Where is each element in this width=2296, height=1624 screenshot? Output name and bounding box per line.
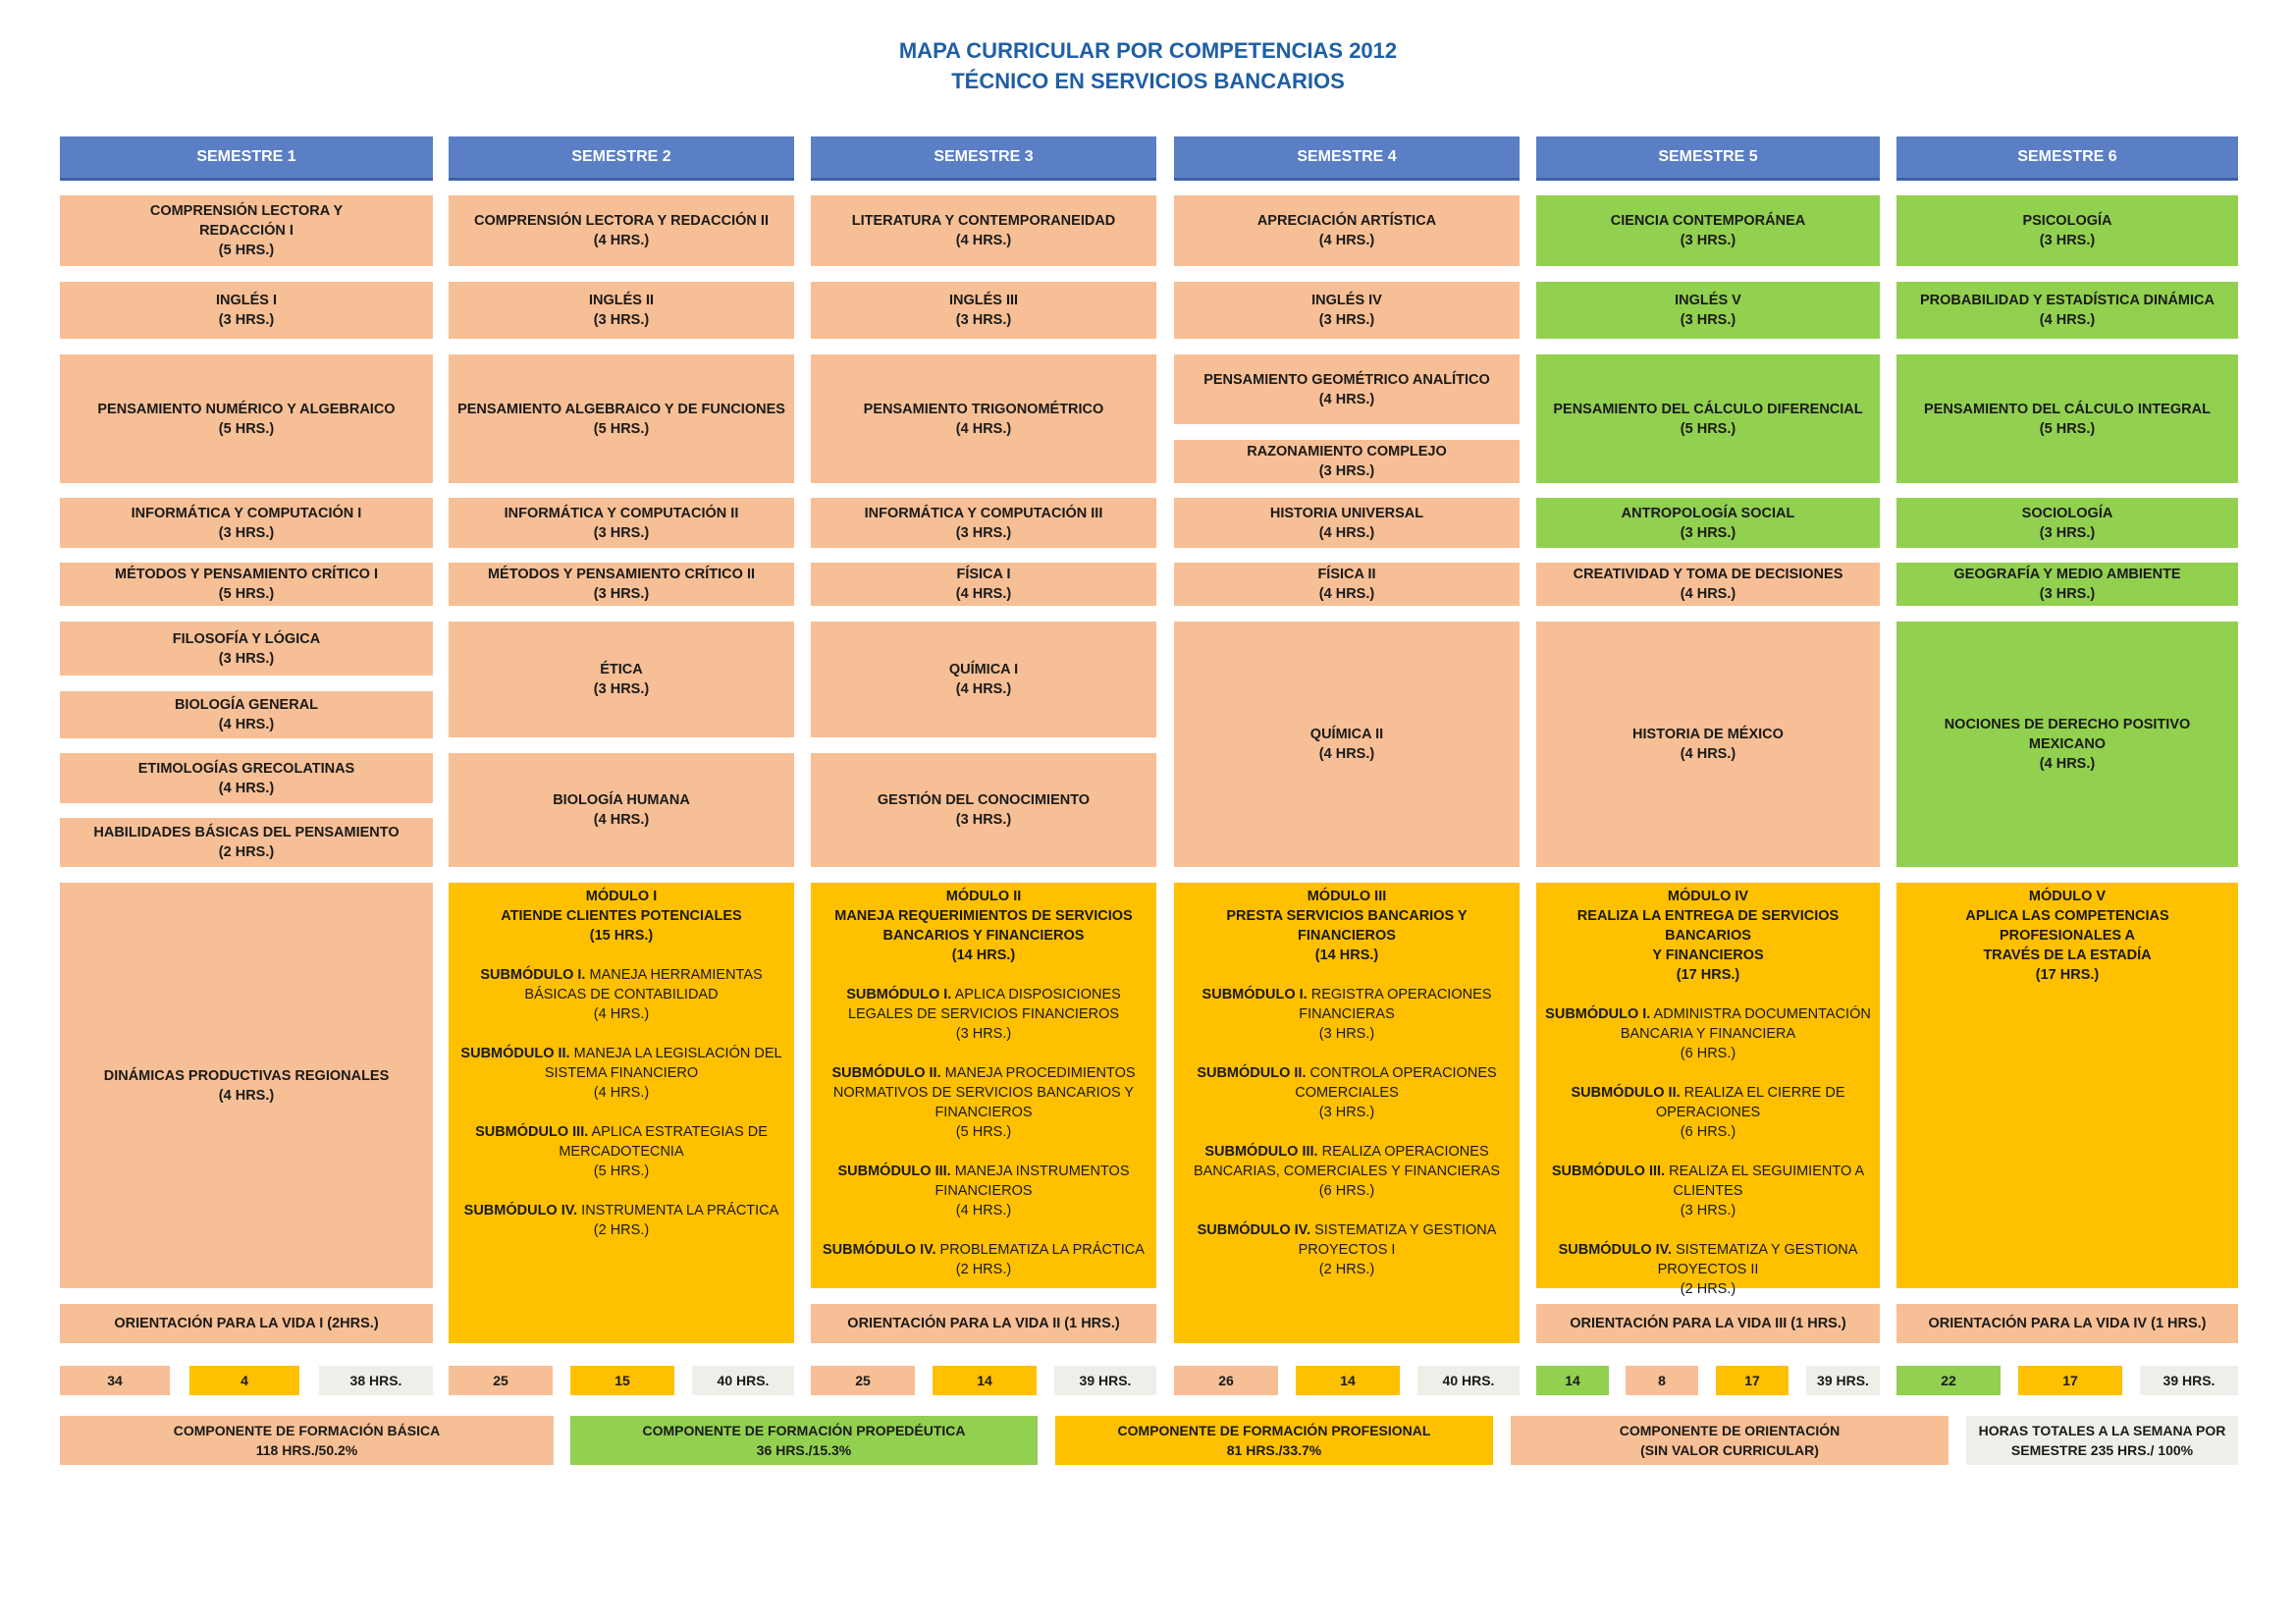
- module-title: MÓDULO IV: [1667, 889, 1749, 904]
- subject-hours: (4 HRS.): [1318, 524, 1375, 541]
- subject-hours: (4 HRS.): [218, 717, 275, 732]
- module-name: REALIZA LA ENTREGA DE SERVICIOS BANCARIOS Y FINANCIEROS: [1576, 908, 1840, 963]
- total-hours-cell: 39 HRS.: [2140, 1366, 2238, 1395]
- subject-hours: (3 HRS.): [2039, 586, 2096, 602]
- submodule: [1182, 1063, 1512, 1122]
- submodule-text: REALIZA OPERACIONES BANCARIAS, COMERCIALES Y FINANCIERAS: [1193, 1144, 1501, 1179]
- subject-hours: (3 HRS.): [2039, 233, 2096, 248]
- hours-count-cell: 22: [1896, 1366, 2001, 1395]
- subject-box: [1174, 440, 1520, 483]
- module-name: ATIENDE CLIENTES POTENCIALES: [501, 908, 742, 924]
- submodule-text: MANEJA LA LEGISLACIÓN DEL SISTEMA FINANCIERO: [544, 1046, 782, 1081]
- subject-hours: (3 HRS.): [593, 312, 650, 328]
- component-value: (SIN VALOR CURRICULAR): [1640, 1442, 1819, 1458]
- component-name: COMPONENTE DE FORMACIÓN PROPEDÉUTICA: [642, 1423, 966, 1438]
- subject-name: RAZONAMIENTO COMPLEJO: [1247, 444, 1447, 460]
- submodule-text: APLICA ESTRATEGIAS DE MERCADOTECNIA: [559, 1124, 768, 1160]
- subject-name: QUÍMICA I: [948, 662, 1019, 677]
- subject-name: ORIENTACIÓN PARA LA VIDA III (1 HRS.): [1570, 1316, 1846, 1331]
- subject-name: COMPRENSIÓN LECTORA Y REDACCIÓN II: [474, 213, 769, 229]
- submodule: [823, 1240, 1145, 1279]
- subject-box: [1896, 563, 2238, 606]
- subject-name: INFORMÁTICA Y COMPUTACIÓN II: [504, 505, 739, 521]
- subject-name: PENSAMIENTO NUMÉRICO Y ALGEBRAICO: [97, 401, 396, 417]
- subject-box: [1536, 354, 1880, 483]
- component-legend-box: [570, 1416, 1038, 1465]
- subject-box: [60, 883, 433, 1288]
- subject-name: INGLÉS V: [1675, 293, 1741, 308]
- module-hours: (15 HRS.): [589, 928, 654, 944]
- submodule-key: SUBMÓDULO IV.: [1197, 1222, 1311, 1238]
- subject-hours: (4 HRS.): [955, 420, 1012, 437]
- title-line-2: TÉCNICO EN SERVICIOS BANCARIOS: [951, 69, 1345, 93]
- module-box: [1174, 883, 1520, 1343]
- subject-box: [449, 195, 794, 266]
- submodule: [1182, 985, 1512, 1044]
- component-legend-box: [1055, 1416, 1493, 1465]
- submodule-key: SUBMÓDULO II.: [831, 1065, 941, 1081]
- module-title: MÓDULO II: [945, 889, 1022, 904]
- subject-hours: (3 HRS.): [593, 586, 650, 602]
- subject-hours: (4 HRS.): [593, 233, 650, 248]
- subject-name: ÉTICA: [600, 662, 643, 677]
- hours-count-cell: 34: [60, 1366, 170, 1395]
- semester-header: SEMESTRE 4: [1174, 136, 1520, 181]
- subject-box: [1896, 498, 2238, 548]
- submodule-hours: (2 HRS.): [955, 1262, 1012, 1277]
- submodule-text: APLICA DISPOSICIONES LEGALES DE SERVICIOS FINANCIEROS: [847, 987, 1121, 1022]
- subject-hours: (3 HRS.): [218, 650, 275, 667]
- subject-name: NOCIONES DE DERECHO POSITIVO MEXICANO: [1944, 717, 2191, 752]
- subject-hours: (4 HRS.): [218, 1087, 275, 1104]
- subject-hours: (3 HRS.): [1318, 463, 1375, 479]
- component-legend-box: [1966, 1416, 2238, 1465]
- component-name: COMPONENTE DE FORMACIÓN BÁSICA: [173, 1423, 441, 1438]
- submodule-hours: (5 HRS.): [955, 1124, 1012, 1140]
- subject-box: [60, 195, 433, 266]
- submodule-text: PROBLEMATIZA LA PRÁCTICA: [939, 1242, 1145, 1258]
- total-hours-cell: 40 HRS.: [1417, 1366, 1520, 1395]
- title-line-1: MAPA CURRICULAR POR COMPETENCIAS 2012: [898, 38, 1398, 63]
- hours-count-cell: 15: [570, 1366, 674, 1395]
- subject-name: INGLÉS IV: [1311, 293, 1382, 308]
- component-name: HORAS TOTALES A LA SEMANA POR: [1978, 1423, 2226, 1438]
- subject-box: [1536, 563, 1880, 606]
- subject-hours: (5 HRS.): [218, 243, 275, 258]
- orientation-box: [1536, 1304, 1880, 1343]
- subject-name: PSICOLOGÍA: [2022, 213, 2112, 229]
- hours-count-cell: 17: [2018, 1366, 2122, 1395]
- orientation-box: [60, 1304, 433, 1343]
- subject-box: [1536, 622, 1880, 867]
- hours-count-cell: 25: [811, 1366, 915, 1395]
- subject-box: [60, 498, 433, 548]
- subject-box: [60, 563, 433, 606]
- subject-box: [60, 818, 433, 867]
- hours-count-cell: 14: [1536, 1366, 1609, 1395]
- hours-count-cell: 14: [933, 1366, 1037, 1395]
- subject-box: [1174, 563, 1520, 606]
- submodule-key: SUBMÓDULO III.: [1204, 1144, 1318, 1160]
- submodule: [819, 1063, 1148, 1142]
- subject-box: [1174, 195, 1520, 266]
- subject-name: FILOSOFÍA Y LÓGICA: [172, 630, 321, 647]
- subject-box: [811, 354, 1156, 483]
- module-title: MÓDULO V: [2028, 889, 2107, 904]
- subject-hours: (3 HRS.): [955, 312, 1012, 328]
- subject-hours: (3 HRS.): [593, 681, 650, 697]
- subject-box: [1896, 195, 2238, 266]
- module-title: MÓDULO III: [1307, 889, 1387, 904]
- submodule: [1182, 1220, 1512, 1279]
- submodule-key: SUBMÓDULO I.: [480, 967, 586, 983]
- semester-header: SEMESTRE 3: [811, 136, 1156, 181]
- submodule: [456, 1122, 786, 1181]
- subject-name: APRECIACIÓN ARTÍSTICA: [1256, 213, 1437, 229]
- subject-box: [60, 753, 433, 803]
- submodule: [464, 1201, 779, 1240]
- module-name: APLICA LAS COMPETENCIAS PROFESIONALES A TRAVÉS DE LA ESTADÍA: [1965, 908, 2169, 963]
- subject-name: GEOGRAFÍA Y MEDIO AMBIENTE: [1953, 567, 2181, 582]
- subject-box: [449, 563, 794, 606]
- subject-hours: (3 HRS.): [955, 524, 1012, 541]
- submodule-text: ADMINISTRA DOCUMENTACIÓN BANCARIA Y FINANCIERA: [1620, 1006, 1871, 1042]
- subject-hours: (4 HRS.): [955, 681, 1012, 697]
- submodule: [1544, 1240, 1872, 1299]
- module-hours: (17 HRS.): [1676, 967, 1740, 983]
- hours-count-cell: 14: [1296, 1366, 1400, 1395]
- submodule-text: CONTROLA OPERACIONES COMERCIALES: [1295, 1065, 1497, 1101]
- subject-name: PENSAMIENTO DEL CÁLCULO DIFERENCIAL: [1553, 401, 1863, 417]
- subject-box: [1174, 282, 1520, 339]
- submodule-hours: (2 HRS.): [1318, 1262, 1375, 1277]
- subject-box: [60, 622, 433, 676]
- subject-box: [1174, 622, 1520, 867]
- subject-name: ORIENTACIÓN PARA LA VIDA I (2HRS.): [114, 1316, 379, 1331]
- subject-name: INGLÉS I: [215, 293, 278, 308]
- semester-header: SEMESTRE 2: [449, 136, 794, 181]
- subject-hours: (4 HRS.): [1318, 746, 1375, 762]
- orientation-box: [811, 1304, 1156, 1343]
- submodule: [819, 1162, 1148, 1220]
- subject-box: [60, 282, 433, 339]
- subject-name: FÍSICA II: [1317, 567, 1376, 582]
- submodule-hours: (3 HRS.): [955, 1026, 1012, 1042]
- submodule-text: REALIZA EL SEGUIMIENTO A CLIENTES: [1669, 1164, 1865, 1199]
- subject-name: PENSAMIENTO DEL CÁLCULO INTEGRAL: [1924, 401, 2211, 417]
- submodule: [456, 1044, 786, 1103]
- module-box: [811, 883, 1156, 1288]
- module-name: MANEJA REQUERIMIENTOS DE SERVICIOS BANCARIOS Y FINANCIEROS: [834, 908, 1133, 944]
- submodule-key: SUBMÓDULO III.: [837, 1164, 951, 1179]
- submodule-key: SUBMÓDULO III.: [1551, 1164, 1666, 1179]
- hours-count-cell: 25: [449, 1366, 553, 1395]
- subject-name: FÍSICA I: [956, 567, 1011, 582]
- subject-name: INFORMÁTICA Y COMPUTACIÓN I: [131, 505, 362, 521]
- submodule-text: MANEJA HERRAMIENTAS BÁSICAS DE CONTABILIDAD: [524, 967, 763, 1002]
- semester-header: SEMESTRE 6: [1896, 136, 2238, 181]
- subject-name: LITERATURA Y CONTEMPORANEIDAD: [851, 213, 1116, 229]
- submodule-text: REGISTRA OPERACIONES FINANCIERAS: [1299, 987, 1492, 1022]
- submodule-hours: (6 HRS.): [1680, 1124, 1736, 1140]
- subject-hours: (4 HRS.): [1680, 586, 1736, 602]
- subject-name: INGLÉS III: [948, 293, 1019, 308]
- subject-hours: (4 HRS.): [2039, 756, 2096, 772]
- total-hours-cell: 38 HRS.: [319, 1366, 433, 1395]
- subject-name: ETIMOLOGÍAS GRECOLATINAS: [137, 760, 355, 777]
- orientation-box: [1896, 1304, 2238, 1343]
- submodule: [1544, 1004, 1872, 1063]
- subject-box: [449, 498, 794, 548]
- subject-box: [449, 282, 794, 339]
- subject-box: [1896, 354, 2238, 483]
- submodule-key: SUBMÓDULO IV.: [823, 1242, 936, 1258]
- document-title: [0, 35, 2296, 96]
- subject-box: [1174, 354, 1520, 424]
- submodule-hours: (2 HRS.): [593, 1222, 650, 1238]
- module-hours: (14 HRS.): [1314, 947, 1379, 963]
- submodule-hours: (3 HRS.): [1318, 1026, 1375, 1042]
- module-box: [1896, 883, 2238, 1288]
- submodule-text: INSTRUMENTA LA PRÁCTICA: [581, 1203, 779, 1218]
- submodule-key: SUBMÓDULO IV.: [1558, 1242, 1673, 1258]
- submodule-hours: (2 HRS.): [1680, 1281, 1736, 1297]
- subject-name: HISTORIA UNIVERSAL: [1269, 505, 1424, 521]
- subject-name: HABILIDADES BÁSICAS DEL PENSAMIENTO: [93, 825, 400, 840]
- subject-hours: (4 HRS.): [1318, 233, 1375, 248]
- subject-box: [811, 282, 1156, 339]
- subject-box: [1536, 195, 1880, 266]
- submodule-text: REALIZA EL CIERRE DE OPERACIONES: [1655, 1085, 1845, 1120]
- submodule: [1544, 1162, 1872, 1220]
- module-box: [449, 883, 794, 1343]
- subject-name: BIOLOGÍA GENERAL: [174, 697, 319, 713]
- submodule-hours: (3 HRS.): [1318, 1105, 1375, 1120]
- subject-hours: (3 HRS.): [593, 524, 650, 541]
- submodule-text: MANEJA INSTRUMENTOS FINANCIEROS: [934, 1164, 1130, 1199]
- module-title: MÓDULO I: [585, 889, 658, 904]
- hours-count-cell: 4: [189, 1366, 299, 1395]
- subject-name: PROBABILIDAD Y ESTADÍSTICA DINÁMICA: [1920, 293, 2215, 308]
- submodule-text: SISTEMATIZA Y GESTIONA PROYECTOS II: [1657, 1242, 1858, 1277]
- subject-box: [60, 354, 433, 483]
- semester-header: SEMESTRE 1: [60, 136, 433, 181]
- subject-name: QUÍMICA II: [1309, 727, 1384, 742]
- subject-name: DINÁMICAS PRODUCTIVAS REGIONALES: [103, 1067, 390, 1084]
- submodule-key: SUBMÓDULO III.: [475, 1124, 589, 1140]
- subject-name: MÉTODOS Y PENSAMIENTO CRÍTICO II: [487, 567, 756, 582]
- subject-hours: (4 HRS.): [218, 780, 275, 796]
- subject-hours: (2 HRS.): [218, 844, 275, 860]
- subject-hours: (3 HRS.): [1680, 233, 1736, 248]
- module-box: [1536, 883, 1880, 1297]
- subject-hours: (4 HRS.): [1318, 391, 1375, 407]
- submodule-key: SUBMÓDULO IV.: [463, 1203, 578, 1218]
- submodule: [456, 965, 786, 1024]
- submodule-hours: (4 HRS.): [593, 1085, 650, 1101]
- subject-hours: (4 HRS.): [2039, 312, 2096, 328]
- subject-box: [449, 622, 794, 737]
- component-value: 36 HRS./15.3%: [756, 1442, 852, 1458]
- subject-name: PENSAMIENTO GEOMÉTRICO ANALÍTICO: [1203, 371, 1490, 388]
- submodule-hours: (5 HRS.): [593, 1164, 650, 1179]
- subject-box: [449, 753, 794, 867]
- subject-hours: (5 HRS.): [218, 420, 275, 437]
- subject-hours: (5 HRS.): [1680, 420, 1736, 437]
- subject-name: COMPRENSIÓN LECTORA Y: [149, 203, 344, 219]
- submodule-key: SUBMÓDULO I.: [1201, 987, 1308, 1002]
- subject-name: ORIENTACIÓN PARA LA VIDA II (1 HRS.): [847, 1316, 1120, 1331]
- subject-hours: (4 HRS.): [1318, 586, 1375, 602]
- subject-hours: (3 HRS.): [2039, 524, 2096, 541]
- subject-box: [811, 622, 1156, 737]
- subject-hours: (4 HRS.): [955, 586, 1012, 602]
- subject-hours: (4 HRS.): [593, 812, 650, 828]
- submodule-text: SISTEMATIZA Y GESTIONA PROYECTOS I: [1298, 1222, 1497, 1258]
- submodule: [1544, 1083, 1872, 1142]
- subject-hours: (3 HRS.): [1318, 312, 1375, 328]
- subject-name: BIOLOGÍA HUMANA: [553, 792, 690, 808]
- subject-name: INFORMÁTICA Y COMPUTACIÓN III: [864, 505, 1103, 521]
- subject-box: [1896, 282, 2238, 339]
- submodule-key: SUBMÓDULO I.: [1545, 1006, 1651, 1022]
- subject-box: [1896, 622, 2238, 867]
- subject-name: HISTORIA DE MÉXICO: [1632, 727, 1784, 742]
- subject-name: ORIENTACIÓN PARA LA VIDA IV (1 HRS.): [1928, 1316, 2207, 1331]
- submodule-text: MANEJA PROCEDIMIENTOS NORMATIVOS DE SERVICIOS BANCARIOS Y FINANCIEROS: [832, 1065, 1136, 1120]
- subject-name: CIENCIA CONTEMPORÁNEA: [1610, 213, 1806, 229]
- subject-name: PENSAMIENTO ALGEBRAICO Y DE FUNCIONES: [457, 401, 785, 417]
- submodule-key: SUBMÓDULO II.: [1197, 1065, 1307, 1081]
- subject-name: GESTIÓN DEL CONOCIMIENTO: [877, 792, 1091, 808]
- total-hours-cell: 39 HRS.: [1054, 1366, 1156, 1395]
- subject-name: SOCIOLOGÍA: [2021, 505, 2113, 521]
- subject-name: ANTROPOLOGÍA SOCIAL: [1621, 505, 1795, 521]
- subject-box: [1536, 282, 1880, 339]
- component-legend-box: [60, 1416, 554, 1465]
- submodule: [819, 985, 1148, 1044]
- submodule-hours: (4 HRS.): [593, 1006, 650, 1022]
- subject-box: [1174, 498, 1520, 548]
- submodule-key: SUBMÓDULO I.: [846, 987, 952, 1002]
- subject-hours: (5 HRS.): [593, 420, 650, 437]
- hours-count-cell: 17: [1716, 1366, 1789, 1395]
- submodule-hours: (3 HRS.): [1680, 1203, 1736, 1218]
- component-value: 81 HRS./33.7%: [1226, 1442, 1322, 1458]
- subject-name: REDACCIÓN I: [199, 223, 294, 239]
- semester-header: SEMESTRE 5: [1536, 136, 1880, 181]
- submodule: [1182, 1142, 1512, 1201]
- subject-name: PENSAMIENTO TRIGONOMÉTRICO: [863, 401, 1104, 417]
- component-legend-box: [1511, 1416, 1949, 1465]
- subject-hours: (5 HRS.): [2039, 420, 2096, 437]
- submodule-hours: (6 HRS.): [1318, 1183, 1375, 1199]
- subject-hours: (4 HRS.): [1680, 746, 1736, 762]
- subject-hours: (5 HRS.): [218, 586, 275, 602]
- subject-name: MÉTODOS Y PENSAMIENTO CRÍTICO I: [114, 567, 379, 582]
- hours-count-cell: 26: [1174, 1366, 1278, 1395]
- total-hours-cell: 39 HRS.: [1806, 1366, 1880, 1395]
- module-hours: (17 HRS.): [2035, 967, 2100, 983]
- subject-box: [449, 354, 794, 483]
- subject-hours: (4 HRS.): [955, 233, 1012, 248]
- subject-hours: (3 HRS.): [955, 812, 1012, 828]
- subject-box: [811, 563, 1156, 606]
- subject-hours: (3 HRS.): [218, 524, 275, 541]
- component-name: COMPONENTE DE ORIENTACIÓN: [1619, 1423, 1841, 1438]
- submodule-hours: (4 HRS.): [955, 1203, 1012, 1218]
- subject-box: [811, 195, 1156, 266]
- subject-hours: (3 HRS.): [1680, 312, 1736, 328]
- submodule-hours: (6 HRS.): [1680, 1046, 1736, 1061]
- subject-name: CREATIVIDAD Y TOMA DE DECISIONES: [1573, 567, 1843, 582]
- module-hours: (14 HRS.): [951, 947, 1016, 963]
- subject-box: [60, 691, 433, 738]
- component-value: 118 HRS./50.2%: [255, 1442, 358, 1458]
- component-name: COMPONENTE DE FORMACIÓN PROFESIONAL: [1117, 1423, 1431, 1438]
- subject-hours: (3 HRS.): [218, 312, 275, 328]
- submodule-key: SUBMÓDULO II.: [1571, 1085, 1681, 1101]
- subject-box: [1536, 498, 1880, 548]
- component-value: SEMESTRE 235 HRS./ 100%: [2010, 1442, 2194, 1458]
- subject-box: [811, 753, 1156, 867]
- module-name: PRESTA SERVICIOS BANCARIOS Y FINANCIEROS: [1226, 908, 1468, 944]
- subject-box: [811, 498, 1156, 548]
- submodule-key: SUBMÓDULO II.: [460, 1046, 570, 1061]
- subject-hours: (3 HRS.): [1680, 524, 1736, 541]
- total-hours-cell: 40 HRS.: [692, 1366, 794, 1395]
- hours-count-cell: 8: [1626, 1366, 1698, 1395]
- subject-name: INGLÉS II: [588, 293, 655, 308]
